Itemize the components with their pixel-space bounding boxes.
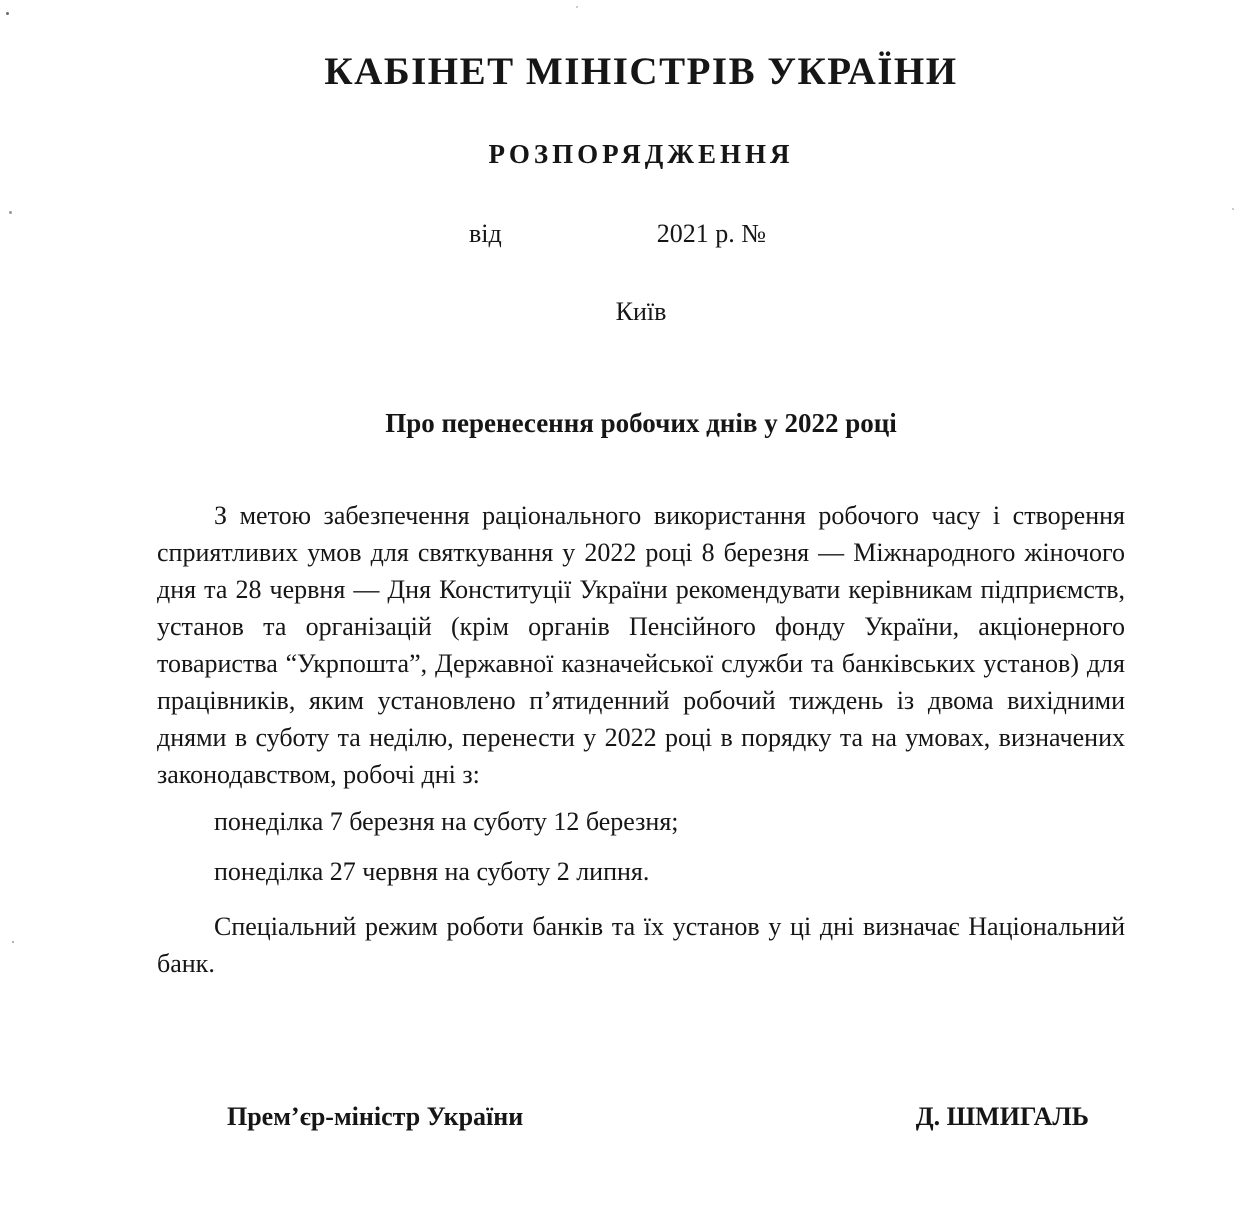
signer-title: Прем’єр-міністр України — [227, 1102, 524, 1131]
date-from-label: від — [469, 219, 502, 248]
date-year-number: 2021 р. № — [656, 219, 767, 248]
signature-block — [157, 1100, 1125, 1134]
transfer-item-1: понеділка 7 березня на суботу 12 березня; — [214, 807, 679, 836]
transfer-item-2: понеділка 27 червня на суботу 2 липня. — [214, 857, 650, 886]
city-label: Київ — [615, 297, 667, 326]
subject-title: Про перенесення робочих днів у 2022 році — [385, 408, 897, 438]
scan-speck — [576, 6, 578, 8]
scan-speck — [1232, 208, 1234, 210]
date-line — [157, 217, 1125, 251]
doc-type-title: РОЗПОРЯДЖЕННЯ — [488, 139, 794, 169]
scan-speck — [12, 941, 14, 943]
scan-speck — [6, 12, 9, 15]
signer-name: Д. ШМИГАЛЬ — [915, 1102, 1089, 1131]
body-paragraph-1: З метою забезпечення раціонального використання робочого часу і створення сприятливих умов для святкування у 2022 році 8 березня — Міжнародного жіночого дня та 28 червня — Дня Конституції України рекомендувати керівникам підприємств, установ та організацій (крім органів Пенсійного фонду України, акціонерного товариства “Укрпошта”, Державної казначейської служби та банківських установ) для працівників, яким установлено п’ятиденний робочий тиждень із двома вихідними днями в суботу та неділю, перенести у 2022 році в порядку та на умовах, визначених законодавством, робочі дні з: — [157, 501, 1125, 789]
org-title: КАБІНЕТ МІНІСТРІВ УКРАЇНИ — [324, 50, 958, 93]
body-paragraph-2: Спеціальний режим роботи банків та їх установ у ці дні визначає Національний банк. — [157, 912, 1125, 978]
scan-speck — [9, 211, 12, 214]
